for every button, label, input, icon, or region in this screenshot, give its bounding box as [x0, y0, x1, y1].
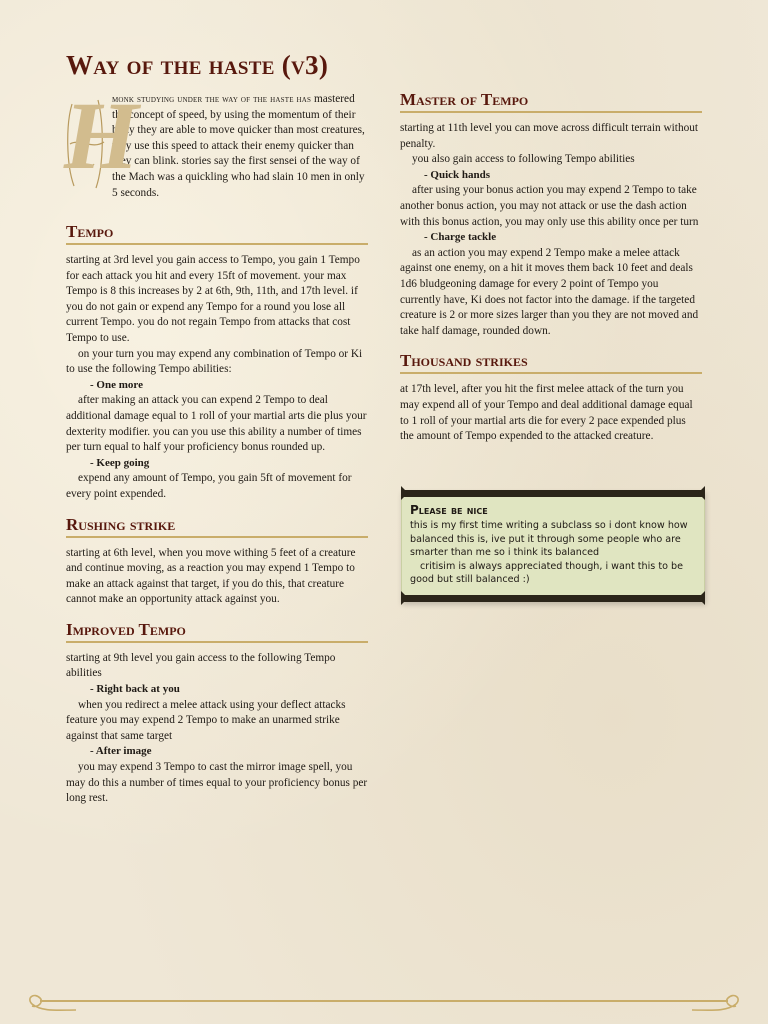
footer-left-flourish-icon	[18, 988, 78, 1018]
note-bottom-bar	[402, 595, 704, 602]
footer-right-flourish-icon	[690, 988, 750, 1018]
intro-rest: mastered the concept of speed, by using the momentum of their body they are able to move quicker than most creatures, they use this speed to attack their enemy quicker than they can blink. stories say the first sensei of the way of the Mach was a quickling who had slain 10 men in only 5 seconds.	[112, 93, 365, 199]
tempo-paragraph-2: on your turn you may expend any combination of Tempo or Ki to use the following Tempo abilities:	[66, 347, 363, 376]
ability-right-back: - Right back at you	[90, 683, 180, 696]
dropcap-ornament	[64, 82, 139, 190]
ability-charge-tackle-text: as an action you may expend 2 Tempo make a melee attack against one enemy, on a hit it moves them back 10 feet and deals 1d6 bludgeoning damage for every 2 point of Tempo you currently have, Ki does not factor into the damage. if the targeted creature is 2 or more sizes larger than you they are not moved and take half damage, rounded down.	[400, 246, 699, 337]
rushing-paragraph: starting at 6th level, when you move withing 5 feet of a creature and continue moving, as a reaction you may expend 1 Tempo to make an attack against that target, if you do this, that creature cannot make an opportunity attack against you.	[66, 546, 356, 606]
thousand-paragraph: at 17th level, after you hit the first melee attack of the turn you may expend all of your Tempo and deal additional damage equal to 1 roll of your martial arts die for every 2 pace expended plus the amount of Tempo expended to the attacked creature.	[400, 383, 693, 443]
ability-quick-hands-text: after using your bonus action you may expend 2 Tempo to take another bonus action, you may not attack or use the dash action with this bonus action, you may only use this ability once per turn	[400, 184, 699, 228]
page-title: Way of the haste (v3)	[66, 50, 329, 80]
ability-one-more-text: after making an attack you can expend 2 Tempo to deal additional damage equal to 1 roll of your martial arts die plus your dexterity modifier. you can you use this ability a number of times per turn equal to half your proficiency bonus rounded up.	[66, 394, 367, 454]
right-column	[400, 90, 702, 445]
ability-right-back-text: when you redirect a melee attack using your deflect attacks feature you may expend 2 Tempo to make an unarmed strike against that same target	[66, 698, 346, 742]
note-body	[402, 497, 704, 595]
tempo-paragraph-1: starting at 3rd level you gain access to Tempo, you gain 1 Tempo for each attack you hit and every 15ft of movement. your max Tempo is 8 this increases by 2 at 6th, 9th, 11th, and 17th level. if you do not gain or expend any Tempo for a round you lose all current Tempo. you do not regain Tempo from attacks that cost Tempo to use.	[66, 254, 360, 344]
intro-first-line: monk studying under the way of the haste has	[112, 94, 312, 105]
note-paragraph-2: critisim is always appreciated though, i want this to be good but still balanced :)	[410, 560, 684, 586]
note-paragraph-1: this is my first time writing a subclass so i dont know how balanced this is, ive put it through some people who are smarter than me so i think its balanced	[410, 520, 688, 559]
intro-section	[64, 82, 368, 201]
ability-keep-going: - Keep going	[90, 456, 150, 469]
left-column	[66, 222, 368, 807]
ability-after-image-text: you may expend 3 Tempo to cast the mirror image spell, you may do this a number of times equal to your proficiency bonus per long rest.	[66, 761, 368, 805]
footer-rule	[40, 1000, 728, 1002]
master-paragraph-1: starting at 11th level you can move across difficult terrain without penalty.	[400, 122, 699, 150]
heading-master-of-tempo: Master of Tempo	[400, 90, 702, 113]
heading-tempo: Tempo	[66, 222, 368, 245]
note-title: Please be nice	[410, 503, 488, 517]
ability-charge-tackle: - Charge tackle	[424, 231, 497, 244]
ability-one-more: - One more	[90, 378, 143, 391]
ability-keep-going-text: expend any amount of Tempo, you gain 5ft of movement for every point expended.	[66, 472, 352, 500]
heading-rushing-strike: Rushing strike	[66, 515, 368, 538]
ability-after-image: - After image	[90, 745, 152, 758]
improved-paragraph: starting at 9th level you gain access to the following Tempo abilities	[66, 651, 336, 680]
heading-thousand-strikes: Thousand strikes	[400, 351, 702, 374]
master-paragraph-2: you also gain access to following Tempo abilities	[412, 153, 635, 166]
note-top-bar	[402, 490, 704, 497]
dropcap-letter: H	[64, 82, 139, 189]
note-box	[401, 490, 705, 602]
heading-improved-tempo: Improved Tempo	[66, 620, 368, 643]
ability-quick-hands: - Quick hands	[424, 168, 491, 181]
